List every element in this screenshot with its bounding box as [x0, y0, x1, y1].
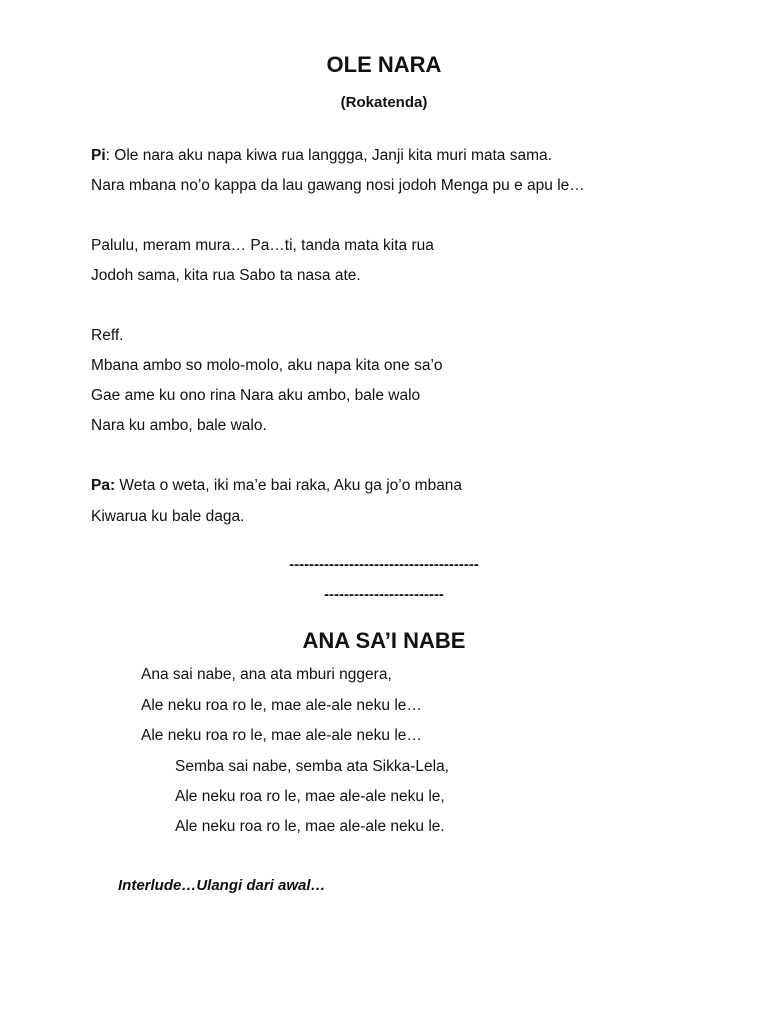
interlude-note: Interlude…Ulangi dari awal…	[118, 877, 326, 894]
stanza1-line2: Ale neku roa ro le, mae ale-ale neku le…	[141, 697, 422, 714]
verse3-line2: Kiwarua ku bale daga.	[91, 508, 245, 525]
singer-label: Pi	[91, 147, 106, 164]
song-title: OLE NARA	[326, 52, 442, 77]
verse1-line1	[91, 147, 552, 165]
verse3-line1	[91, 477, 462, 495]
reff-label: Reff.	[91, 327, 124, 344]
verse2-line1: Palulu, meram mura… Pa…ti, tanda mata kita rua	[91, 237, 434, 254]
song-subtitle: (Rokatenda)	[340, 94, 428, 111]
reff-line1: Mbana ambo so molo-molo, aku napa kita one sa’o	[91, 357, 443, 374]
verse1-line1-text: : Ole nara aku napa kiwa rua langgga, Janji kita muri mata sama.	[105, 147, 552, 164]
song2-title: ANA SA’I NABE	[302, 628, 466, 653]
stanza1-line3: Ale neku roa ro le, mae ale-ale neku le…	[141, 727, 422, 744]
singer-label: Pa:	[91, 477, 116, 494]
reff-line2: Gae ame ku ono rina Nara aku ambo, bale walo	[91, 387, 421, 404]
separator-line-2: ------------------------	[324, 586, 444, 603]
verse2-line2: Jodoh sama, kita rua Sabo ta nasa ate.	[91, 267, 361, 284]
stanza2-line2: Ale neku roa ro le, mae ale-ale neku le,	[175, 788, 445, 805]
stanza1-line1: Ana sai nabe, ana ata mburi nggera,	[141, 666, 392, 683]
verse3-line1-text: Weta o weta, iki ma’e bai raka, Aku ga jo’o mbana	[115, 477, 463, 494]
reff-line3: Nara ku ambo, bale walo.	[91, 417, 267, 434]
verse1-line2: Nara mbana no’o kappa da lau gawang nosi jodoh Menga pu e apu le…	[91, 177, 585, 194]
stanza2-line1: Semba sai nabe, semba ata Sikka-Lela,	[175, 758, 449, 775]
separator-line-1: --------------------------------------	[289, 556, 479, 573]
stanza2-line3: Ale neku roa ro le, mae ale-ale neku le.	[175, 818, 445, 835]
